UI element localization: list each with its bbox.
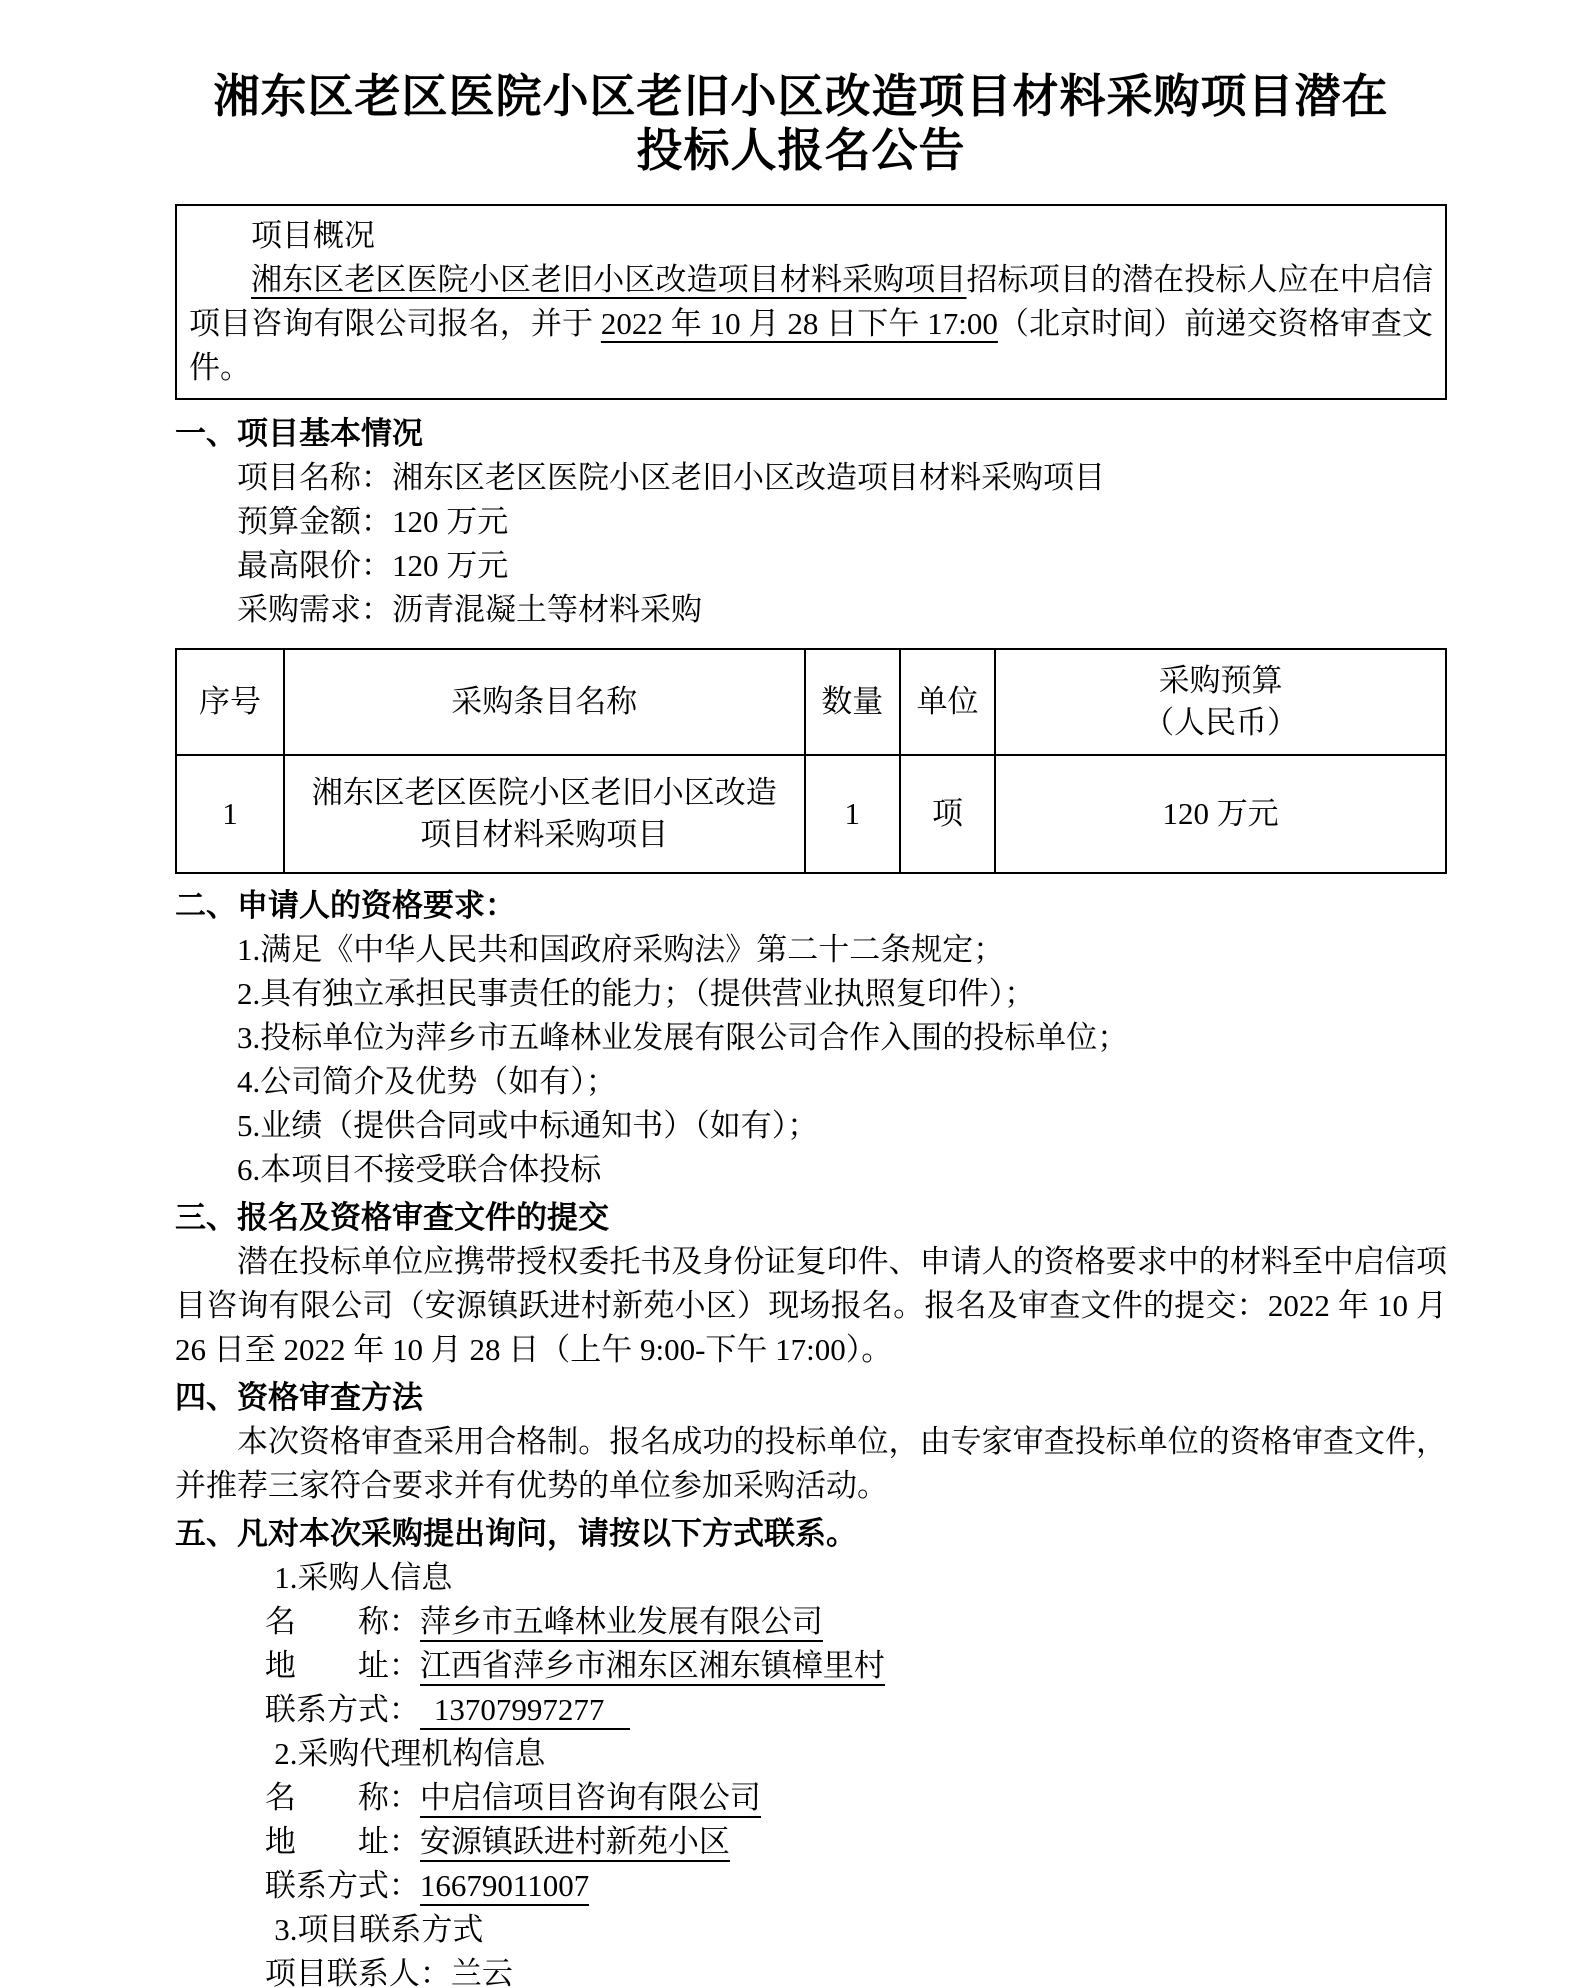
purchaser-name-line: [175, 1600, 1447, 1644]
agency-name-label: 名 称：: [264, 1780, 420, 1815]
purchaser-addr-value: 江西省萍乡市湘东区湘东镇樟里村: [420, 1648, 885, 1686]
header-budget-line2: （人民币）: [1143, 705, 1299, 740]
project-overview-box: [175, 204, 1447, 400]
qualification-item-2: 2.具有独立承担民事责任的能力；（提供营业执照复印件）；: [237, 976, 1036, 1011]
procurement-need-line: 采购需求：沥青混凝土等材料采购: [237, 592, 702, 627]
overview-text: 招标项目的潜在投标人应在中启信项目咨询有限公司报名，并于: [189, 262, 1433, 341]
agency-info-title: 2.采购代理机构信息: [274, 1736, 546, 1771]
header-item-name: 采购条目名称: [284, 649, 805, 755]
cell-item-name-line1: 湘东区老区医院小区老旧小区改造: [311, 775, 777, 810]
agency-addr-label: 地 址：: [264, 1824, 420, 1859]
procurement-table: [175, 648, 1447, 874]
section5-heading: 五、凡对本次采购提出询问，请按以下方式联系。: [175, 1516, 857, 1551]
purchaser-addr-line: [175, 1644, 1447, 1688]
cell-quantity: 1: [805, 755, 900, 873]
header-budget: [995, 649, 1446, 755]
cell-item-name: [284, 755, 805, 873]
section4-paragraph: 本次资格审查采用合格制。报名成功的投标单位，由专家审查投标单位的资格审查文件，并推荐三家符合要求并有优势的单位参加采购活动。: [175, 1424, 1447, 1503]
agency-phone-line: [175, 1864, 1447, 1908]
agency-phone-label: 联系方式：: [264, 1868, 420, 1903]
cell-unit: 项: [900, 755, 995, 873]
project-contact-line: [175, 1952, 1447, 1988]
header-budget-line1: 采购预算: [1158, 663, 1283, 698]
section1-heading: 一、项目基本情况: [175, 416, 423, 451]
header-unit: 单位: [900, 649, 995, 755]
price-cap-line: 最高限价：120 万元: [237, 548, 509, 583]
agency-addr-line: [175, 1820, 1447, 1864]
purchaser-name-value: 萍乡市五峰林业发展有限公司: [420, 1604, 823, 1642]
agency-addr-value: 安源镇跃进村新苑小区: [420, 1824, 730, 1862]
cell-budget: 120 万元: [995, 755, 1446, 873]
purchaser-phone-value: 13707997277: [420, 1692, 631, 1730]
section3-paragraph: 潜在投标单位应携带授权委托书及身份证复印件、申请人的资格要求中的材料至中启信项目咨询有限公司（安源镇跃进村新苑小区）现场报名。报名及审查文件的提交：2022 年 10 月 26 日至 2022 年 10 月 28 日（上午 9:00-下午 17:00）。: [175, 1244, 1447, 1367]
table-row: [176, 755, 1446, 873]
overview-label: 项目概况: [251, 218, 375, 253]
project-contact-title: 3.项目联系方式: [274, 1912, 484, 1947]
qualification-item-4: 4.公司简介及优势（如有）；: [237, 1064, 617, 1099]
overview-deadline: 2022 年 10 月 28 日下午 17:00: [600, 306, 998, 341]
purchaser-phone-label: 联系方式：: [264, 1692, 420, 1727]
qualification-item-3: 3.投标单位为萍乡市五峰林业发展有限公司合作入围的投标单位；: [237, 1020, 1129, 1055]
cell-item-name-line2: 项目材料采购项目: [420, 817, 669, 852]
project-contact-value: 兰云: [451, 1956, 513, 1988]
purchaser-info-title: 1.采购人信息: [274, 1560, 453, 1595]
agency-phone-value: 16679011007: [420, 1868, 589, 1906]
section3-heading: 三、报名及资格审查文件的提交: [175, 1200, 609, 1235]
header-seq: 序号: [176, 649, 284, 755]
overview-project-name: 湘东区老区医院小区老旧小区改造项目材料采购项目: [251, 262, 967, 297]
qualification-item-6: 6.本项目不接受联合体投标: [237, 1152, 602, 1187]
overview-paragraph: [189, 258, 1433, 390]
section2-heading: 二、申请人的资格要求：: [175, 888, 516, 923]
purchaser-phone-line: [175, 1688, 1447, 1732]
table-header-row: [176, 649, 1446, 755]
project-contact-label: 项目联系人：: [264, 1956, 451, 1988]
overview-text-tail: （北京时间）前递交资格审查文件。: [189, 306, 1433, 385]
page-title-line2: 投标人报名公告: [636, 125, 966, 176]
section4-heading: 四、资格审查方法: [175, 1380, 423, 1415]
budget-line: 预算金额：120 万元: [237, 504, 509, 539]
page-title: [135, 70, 1467, 178]
cell-seq: 1: [176, 755, 284, 873]
agency-name-value: 中启信项目咨询有限公司: [420, 1780, 761, 1818]
header-quantity: 数量: [805, 649, 900, 755]
project-name-line: 项目名称：湘东区老区医院小区老旧小区改造项目材料采购项目: [237, 460, 1105, 495]
qualification-item-1: 1.满足《中华人民共和国政府采购法》第二十二条规定；: [237, 932, 1005, 967]
page-title-line1: 湘东区老区医院小区老旧小区改造项目材料采购项目潜在: [213, 71, 1389, 122]
agency-name-line: [175, 1776, 1447, 1820]
qualification-item-5: 5.业绩（提供合同或中标通知书）（如有）；: [237, 1108, 819, 1143]
purchaser-addr-label: 地 址：: [264, 1648, 420, 1683]
purchaser-name-label: 名 称：: [264, 1604, 420, 1639]
